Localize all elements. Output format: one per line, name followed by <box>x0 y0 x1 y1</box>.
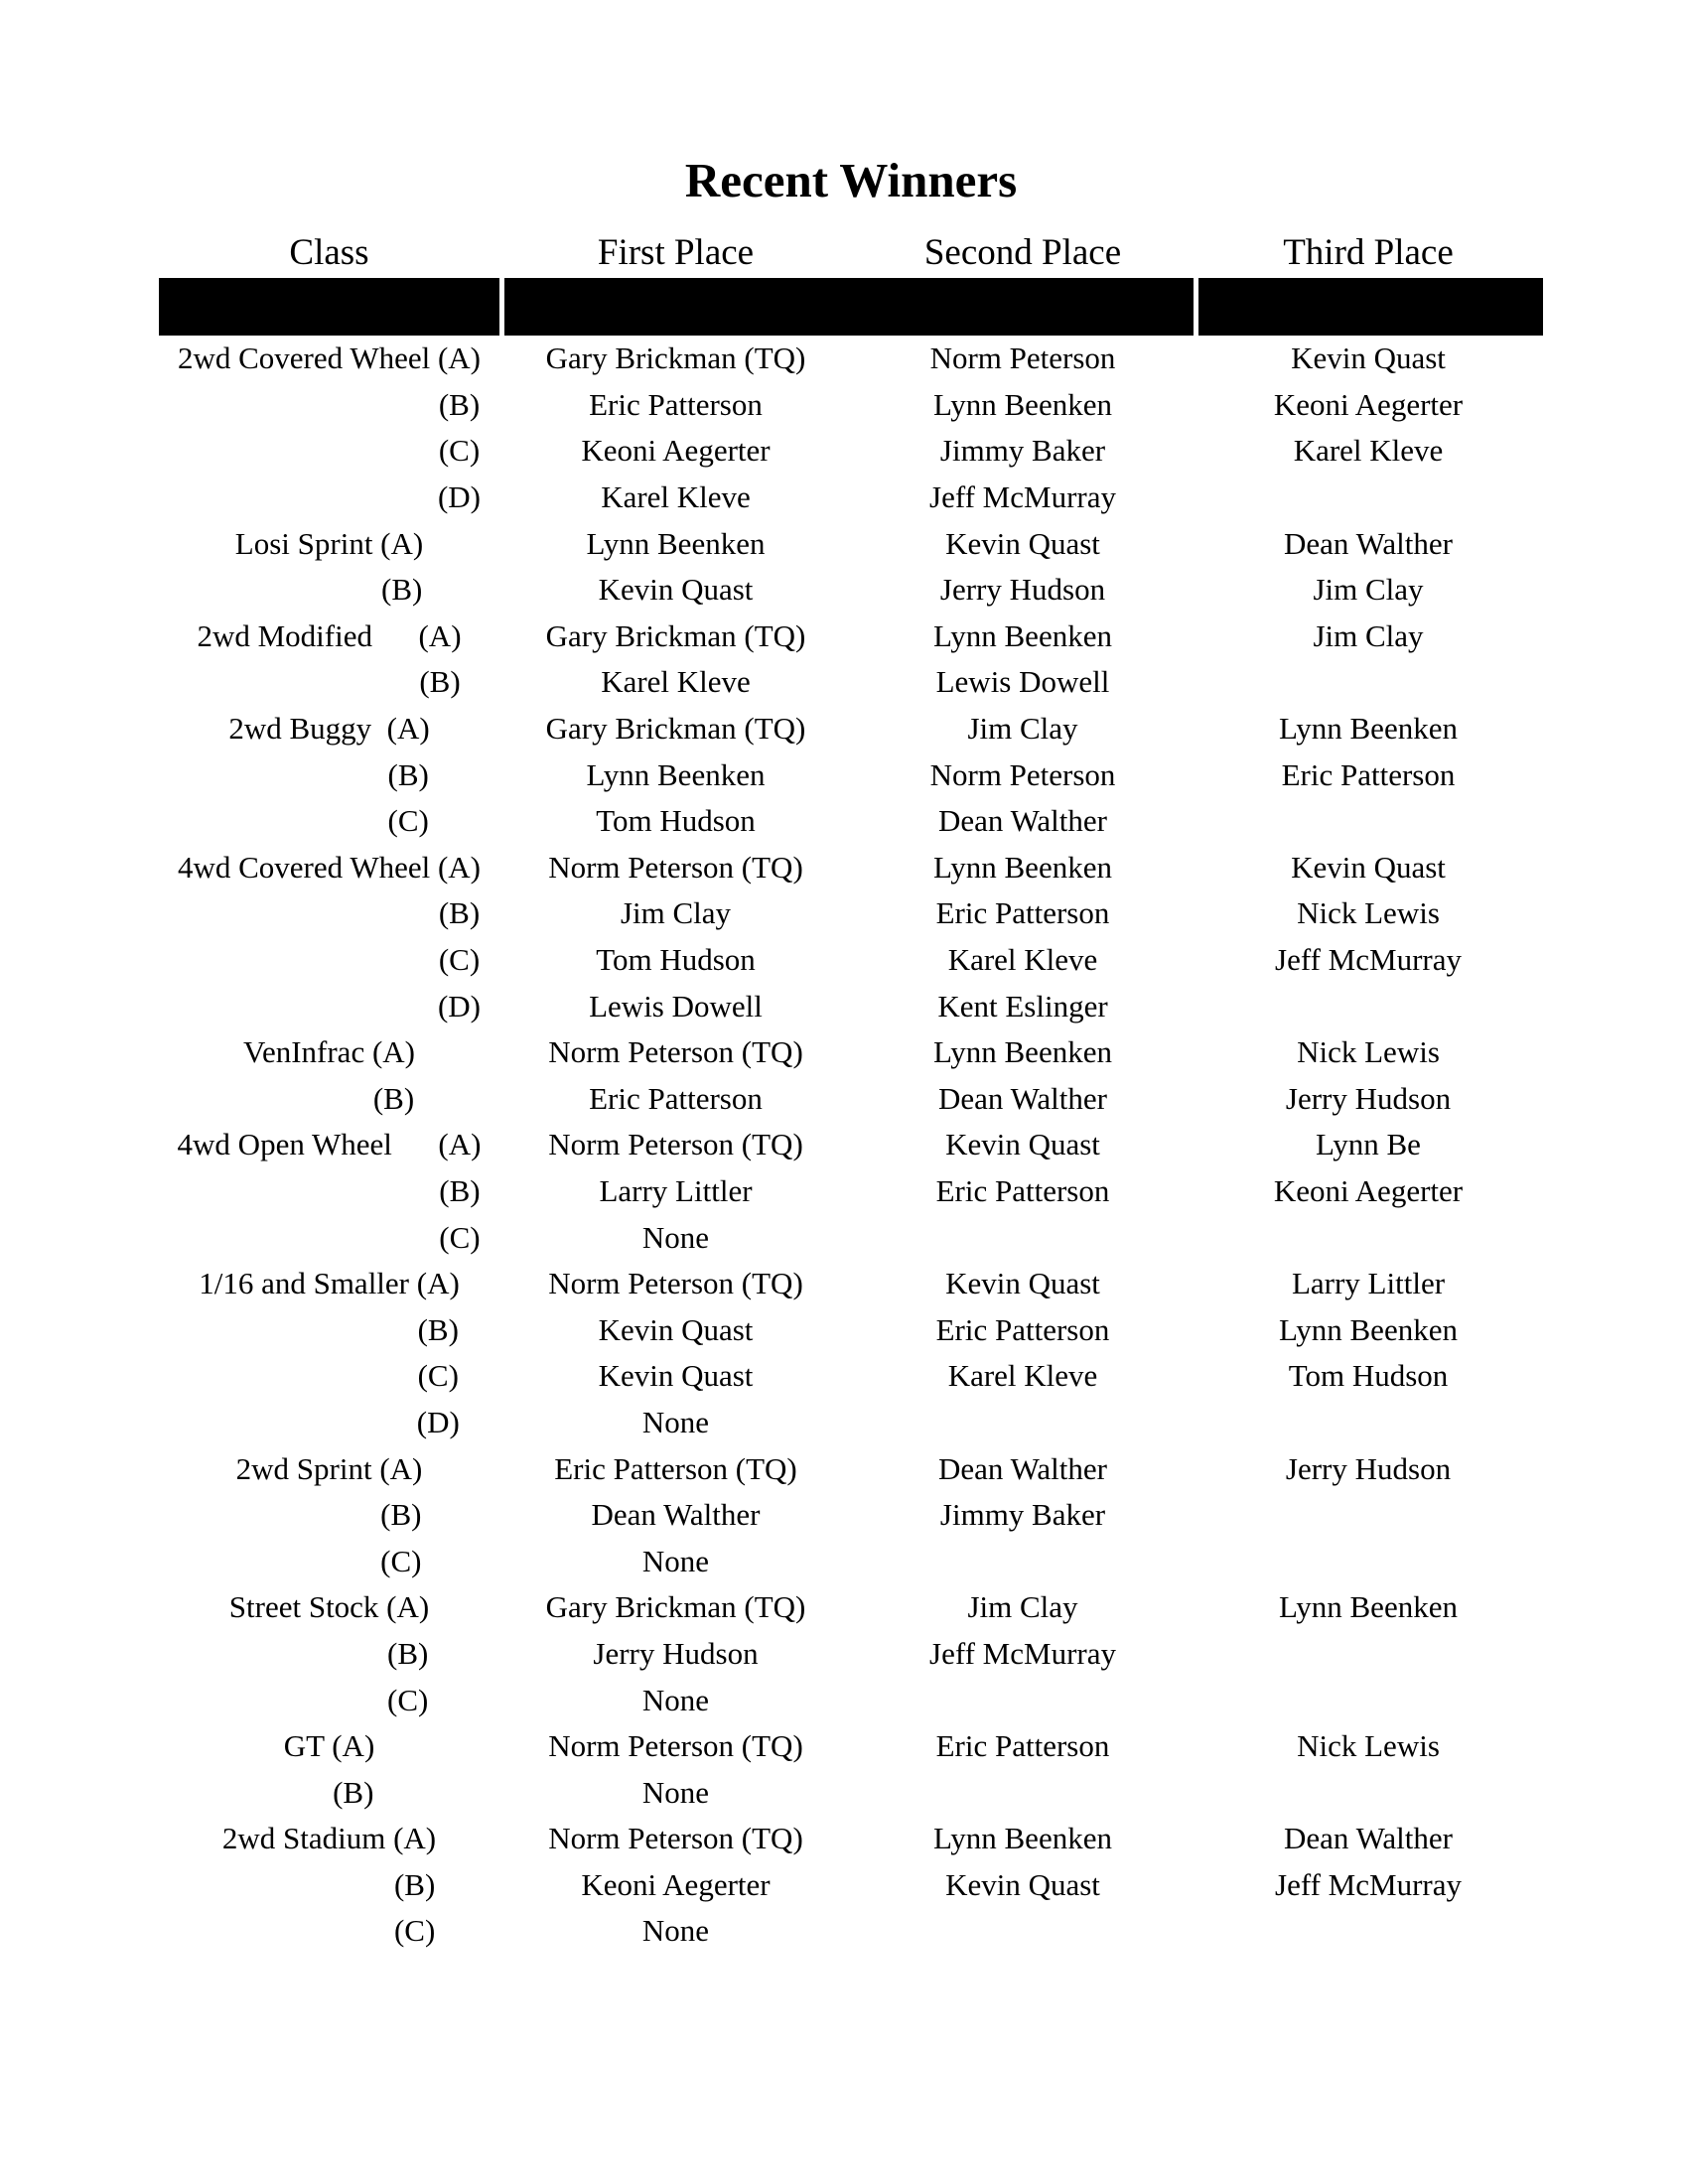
third-place-cell: Dean Walther <box>1284 525 1453 561</box>
class-label: (B) <box>438 895 481 931</box>
third-place-cell: Larry Littler <box>1291 1266 1446 1301</box>
class-cell <box>159 989 499 1024</box>
class-label: (C) <box>387 1682 429 1717</box>
column-header-class: Class <box>289 231 369 273</box>
class-cell <box>159 1544 499 1579</box>
third-place-cell: Keoni Aegerter <box>1273 1172 1464 1208</box>
recent-winners-table <box>159 226 1543 1955</box>
second-place-cell: Jeff McMurray <box>929 1635 1116 1671</box>
third-place-cell: Lynn Be <box>1316 1127 1421 1162</box>
second-place-cell: Kent Eslinger <box>937 988 1108 1024</box>
third-place-cell: Lynn Beenken <box>1279 1589 1458 1625</box>
class-cell <box>159 433 499 469</box>
class-cell <box>159 1220 499 1256</box>
second-place-cell: Jim Clay <box>967 1589 1078 1625</box>
third-place-cell: Kevin Quast <box>1291 341 1446 376</box>
second-place-cell: Lynn Beenken <box>933 617 1112 653</box>
first-place-cell: Lewis Dowell <box>589 988 763 1024</box>
class-cell <box>159 341 499 376</box>
class-label: (C) <box>439 1219 481 1255</box>
class-label: (B) <box>387 1635 429 1671</box>
class-cell <box>159 1405 499 1440</box>
first-place-cell: Kevin Quast <box>598 572 754 608</box>
class-cell <box>159 942 499 978</box>
class-cell <box>159 1081 499 1117</box>
class-label: (B) <box>419 664 461 700</box>
second-place-cell: Karel Kleve <box>947 942 1098 978</box>
class-label: 2wd Sprint (A) <box>235 1450 423 1486</box>
header-divider-bar <box>159 278 1543 336</box>
first-place-cell: Tom Hudson <box>596 803 756 839</box>
class-label: (D) <box>416 1404 460 1439</box>
class-label: (D) <box>437 988 482 1024</box>
first-place-cell: Eric Patterson <box>589 1080 763 1116</box>
second-place-cell: Jimmy Baker <box>939 433 1106 469</box>
table-row <box>159 567 1543 614</box>
second-place-cell: Kevin Quast <box>945 1866 1100 1902</box>
first-place-cell: Lynn Beenken <box>586 525 766 561</box>
first-place-cell: Gary Brickman (TQ) <box>545 711 806 747</box>
table-row <box>159 1261 1543 1307</box>
third-place-cell: Jim Clay <box>1313 572 1424 608</box>
class-label: 4wd Open Wheel (A) <box>177 1127 482 1162</box>
table-row <box>159 1400 1543 1446</box>
table-row <box>159 983 1543 1029</box>
third-place-cell: Lynn Beenken <box>1279 711 1458 747</box>
table-row <box>159 1306 1543 1353</box>
table-row <box>159 336 1543 382</box>
second-place-cell: Eric Patterson <box>935 1311 1110 1347</box>
table-row <box>159 1862 1543 1909</box>
first-place-cell: Dean Walther <box>591 1497 761 1533</box>
class-label: Losi Sprint (A) <box>234 525 424 561</box>
first-place-cell: None <box>641 1219 710 1255</box>
first-place-cell: Norm Peterson (TQ) <box>548 849 803 885</box>
class-cell <box>159 1589 499 1625</box>
first-place-cell: Keoni Aegerter <box>581 1866 771 1902</box>
second-place-cell: Lynn Beenken <box>933 386 1112 422</box>
second-place-cell: Jimmy Baker <box>939 1497 1106 1533</box>
third-place-cell: Nick Lewis <box>1297 1034 1440 1070</box>
class-label: Street Stock (A) <box>228 1589 430 1625</box>
class-label: (B) <box>393 1866 436 1902</box>
class-label: (B) <box>380 1497 422 1533</box>
first-place-cell: None <box>641 1543 710 1578</box>
class-cell <box>159 1127 499 1162</box>
class-cell <box>159 1451 499 1487</box>
class-cell <box>159 757 499 793</box>
first-place-cell: None <box>641 1913 710 1949</box>
divider-segment-third <box>1198 278 1543 336</box>
class-cell <box>159 1821 499 1856</box>
class-label: (B) <box>417 1311 459 1347</box>
class-cell <box>159 1728 499 1764</box>
table-row <box>159 1492 1543 1539</box>
class-label: (B) <box>333 1774 374 1810</box>
first-place-cell: Gary Brickman (TQ) <box>545 341 806 376</box>
first-place-cell: Gary Brickman (TQ) <box>545 1589 806 1625</box>
table-row <box>159 1214 1543 1261</box>
second-place-cell: Lynn Beenken <box>933 1034 1112 1070</box>
second-place-cell: Eric Patterson <box>935 1728 1110 1764</box>
class-label: (B) <box>438 386 481 422</box>
class-label: (B) <box>387 756 429 792</box>
second-place-cell: Eric Patterson <box>935 895 1110 931</box>
table-row <box>159 1677 1543 1723</box>
class-cell <box>159 1034 499 1070</box>
first-place-cell: Kevin Quast <box>598 1311 754 1347</box>
class-label: (B) <box>439 1172 481 1208</box>
second-place-cell: Dean Walther <box>938 1080 1107 1116</box>
class-cell <box>159 618 499 654</box>
class-label: (C) <box>417 1358 459 1394</box>
class-cell <box>159 572 499 608</box>
second-place-cell: Lynn Beenken <box>933 849 1112 885</box>
third-place-cell: Kevin Quast <box>1291 849 1446 885</box>
table-row <box>159 1122 1543 1168</box>
class-label: (C) <box>438 942 481 978</box>
class-cell <box>159 1775 499 1811</box>
second-place-cell: Karel Kleve <box>947 1358 1098 1394</box>
third-place-cell: Eric Patterson <box>1281 756 1456 792</box>
second-place-cell: Kevin Quast <box>945 525 1100 561</box>
first-place-cell: Keoni Aegerter <box>581 433 771 469</box>
class-cell <box>159 1312 499 1348</box>
column-header-second-place: Second Place <box>923 231 1122 273</box>
first-place-cell: Kevin Quast <box>598 1358 754 1394</box>
class-cell <box>159 1266 499 1301</box>
class-label: (C) <box>380 1543 422 1578</box>
class-label: (B) <box>381 572 423 608</box>
first-place-cell: Jim Clay <box>620 895 732 931</box>
first-place-cell: Jerry Hudson <box>593 1635 759 1671</box>
first-place-cell: Lynn Beenken <box>586 756 766 792</box>
class-cell <box>159 711 499 747</box>
class-cell <box>159 1636 499 1672</box>
first-place-cell: Norm Peterson (TQ) <box>548 1127 803 1162</box>
table-row <box>159 1584 1543 1631</box>
table-row <box>159 475 1543 521</box>
first-place-cell: Norm Peterson (TQ) <box>548 1728 803 1764</box>
table-row <box>159 1769 1543 1816</box>
third-place-cell: Nick Lewis <box>1297 895 1440 931</box>
third-place-cell: Lynn Beenken <box>1279 1311 1458 1347</box>
second-place-cell: Kevin Quast <box>945 1266 1100 1301</box>
table-row <box>159 1445 1543 1492</box>
class-cell <box>159 803 499 839</box>
table-row <box>159 798 1543 845</box>
class-cell <box>159 1358 499 1394</box>
table-row <box>159 937 1543 984</box>
third-place-cell: Jerry Hudson <box>1285 1450 1452 1486</box>
third-place-cell: Nick Lewis <box>1297 1728 1440 1764</box>
third-place-cell: Jim Clay <box>1313 617 1424 653</box>
class-label: (B) <box>372 1080 415 1116</box>
table-row <box>159 1908 1543 1955</box>
class-label: (C) <box>393 1913 436 1949</box>
third-place-cell: Keoni Aegerter <box>1273 386 1464 422</box>
class-label: 2wd Buggy (A) <box>228 711 430 747</box>
second-place-cell: Norm Peterson <box>929 341 1116 376</box>
first-place-cell: Eric Patterson <box>589 386 763 422</box>
second-place-cell: Norm Peterson <box>929 756 1116 792</box>
column-header-first-place: First Place <box>597 231 755 273</box>
table-header-row <box>159 226 1543 278</box>
first-place-cell: Karel Kleve <box>601 479 751 515</box>
second-place-cell: Jeff McMurray <box>929 479 1116 515</box>
first-place-cell: Gary Brickman (TQ) <box>545 617 806 653</box>
class-label: VenInfrac (A) <box>243 1034 415 1070</box>
third-place-cell: Jerry Hudson <box>1285 1080 1452 1116</box>
table-row <box>159 706 1543 752</box>
class-cell <box>159 1913 499 1949</box>
class-cell <box>159 387 499 423</box>
third-place-cell: Dean Walther <box>1284 1821 1453 1856</box>
third-place-cell: Tom Hudson <box>1288 1358 1449 1394</box>
class-label: (C) <box>387 803 429 839</box>
class-cell <box>159 1683 499 1718</box>
second-place-cell: Lynn Beenken <box>933 1821 1112 1856</box>
first-place-cell: Norm Peterson (TQ) <box>548 1821 803 1856</box>
class-label: 2wd Stadium (A) <box>221 1821 437 1856</box>
table-body <box>159 336 1543 1955</box>
table-row <box>159 1168 1543 1215</box>
class-cell <box>159 479 499 515</box>
class-cell <box>159 664 499 700</box>
table-row <box>159 659 1543 706</box>
class-cell <box>159 895 499 931</box>
class-cell <box>159 526 499 562</box>
third-place-cell: Jeff McMurray <box>1275 1866 1462 1902</box>
first-place-cell: Tom Hudson <box>596 942 756 978</box>
table-row <box>159 1538 1543 1584</box>
third-place-cell: Jeff McMurray <box>1275 942 1462 978</box>
table-row <box>159 1723 1543 1770</box>
class-cell <box>159 1173 499 1209</box>
table-row <box>159 751 1543 798</box>
class-cell <box>159 850 499 886</box>
class-label: 2wd Covered Wheel (A) <box>177 341 482 376</box>
divider-segment-middle <box>504 278 1194 336</box>
second-place-cell: Kevin Quast <box>945 1127 1100 1162</box>
table-row <box>159 1353 1543 1400</box>
column-header-third-place: Third Place <box>1283 231 1454 273</box>
first-place-cell: Larry Littler <box>599 1172 753 1208</box>
class-label: GT (A) <box>283 1728 375 1764</box>
class-label: 4wd Covered Wheel (A) <box>177 849 482 885</box>
table-row <box>159 1029 1543 1076</box>
divider-segment-class <box>159 278 499 336</box>
first-place-cell: None <box>641 1774 710 1810</box>
first-place-cell: None <box>641 1682 710 1717</box>
second-place-cell: Jim Clay <box>967 711 1078 747</box>
class-cell <box>159 1867 499 1903</box>
page-title: Recent Winners <box>684 153 1018 207</box>
first-place-cell: Norm Peterson (TQ) <box>548 1034 803 1070</box>
table-row <box>159 614 1543 660</box>
table-row <box>159 1816 1543 1862</box>
table-row <box>159 845 1543 891</box>
second-place-cell: Dean Walther <box>938 1450 1107 1486</box>
third-place-cell: Karel Kleve <box>1293 433 1444 469</box>
table-row <box>159 428 1543 475</box>
first-place-cell: None <box>641 1404 710 1439</box>
first-place-cell: Norm Peterson (TQ) <box>548 1266 803 1301</box>
class-label: (C) <box>438 433 481 469</box>
second-place-cell: Lewis Dowell <box>935 664 1110 700</box>
table-row <box>159 1076 1543 1123</box>
class-label: 1/16 and Smaller (A) <box>199 1266 460 1301</box>
class-cell <box>159 1497 499 1533</box>
class-label: 2wd Modified (A) <box>197 617 462 653</box>
class-label: (D) <box>437 479 482 515</box>
first-place-cell: Eric Patterson (TQ) <box>554 1450 797 1486</box>
table-row <box>159 1631 1543 1678</box>
second-place-cell: Jerry Hudson <box>939 572 1106 608</box>
first-place-cell: Karel Kleve <box>601 664 751 700</box>
second-place-cell: Dean Walther <box>938 803 1107 839</box>
table-row <box>159 382 1543 429</box>
second-place-cell: Eric Patterson <box>935 1172 1110 1208</box>
table-row <box>159 890 1543 937</box>
table-row <box>159 520 1543 567</box>
